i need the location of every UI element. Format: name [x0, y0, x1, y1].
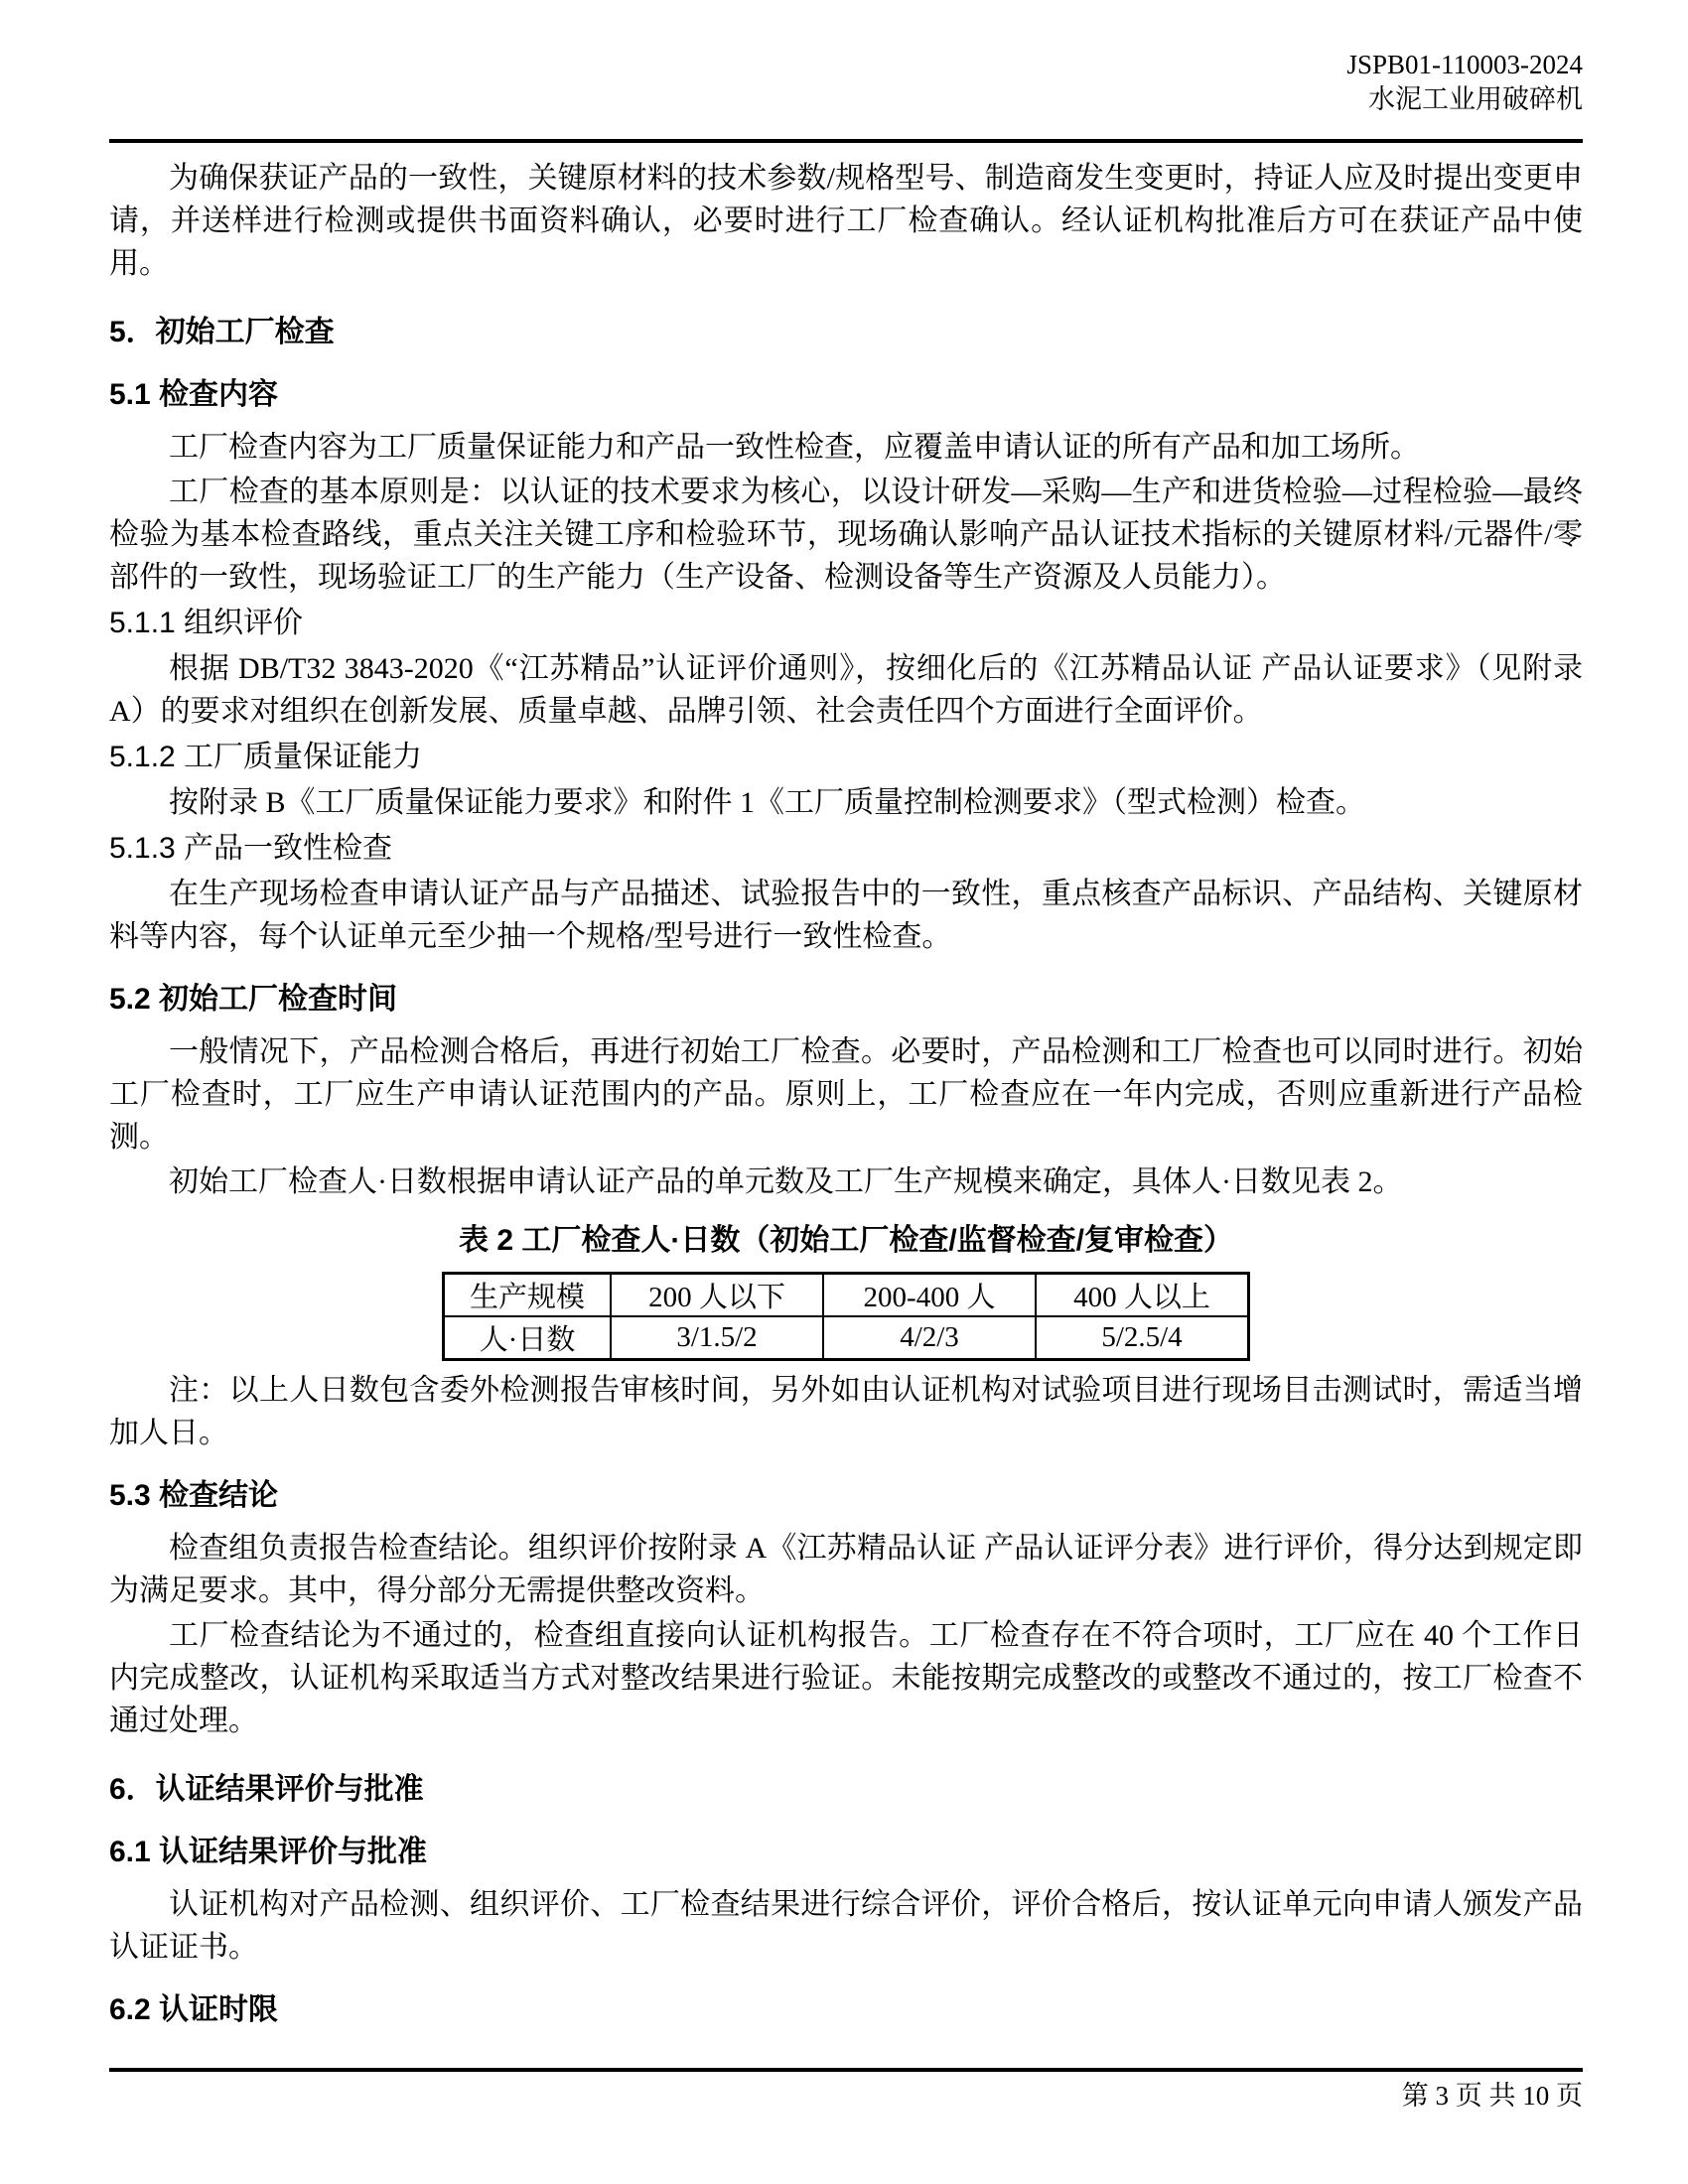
paragraph-5-1-principles: 工厂检查的基本原则是：以认证的技术要求为核心，以设计研发—采购—生产和进货检验—过程检验—最终检验为基本检查路线，重点关注关键工序和检验环节，现场确认影响产品认证技术指标的关键原材料/元器件/零部件的一致性，现场验证工厂的生产能力（生产设备、检测设备等生产资源及人员能力）。: [109, 476, 1583, 594]
header-rule: [109, 139, 1583, 143]
table-row-man-days: [444, 1316, 1249, 1360]
heading-5-3-inspection-conclusion: 5.3 检查结论: [109, 1479, 279, 1512]
heading-5-1-1-organization-evaluation: 5.1.1 组织评价: [109, 607, 304, 639]
heading-5-1-inspection-content: 5.1 检查内容: [109, 378, 279, 411]
page-footer: [109, 2079, 1583, 2113]
page-header: [109, 48, 1583, 117]
heading-5-1-3-product-consistency-check: 5.1.3 产品一致性检查: [109, 832, 393, 865]
heading-6-result-evaluation-approval: 6．认证结果评价与批准: [109, 1773, 424, 1806]
table-row-production-scale: [444, 1274, 1249, 1317]
paragraph-consistency-change: 为确保获证产品的一致性，关键原材料的技术参数/规格型号、制造商发生变更时，持证人应及时提出变更申请，并送样进行检测或提供书面资料确认，必要时进行工厂检查确认。经认证机构批准后方可在获证产品中使用。: [109, 162, 1583, 280]
paragraph-6-1-certificate-issuance: 认证机构对产品检测、组织评价、工厂检查结果进行综合评价，评价合格后，按认证单元向申请人颁发产品认证证书。: [109, 1888, 1583, 1964]
document-body: [109, 157, 1583, 2063]
paragraph-5-1-scope: 工厂检查内容为工厂质量保证能力和产品一致性检查，应覆盖申请认证的所有产品和加工场所。: [169, 431, 1420, 464]
table2-note: 注：以上人日数包含委外检测报告审核时间，另外如由认证机构对试验项目进行现场目击测试时，需适当增加人日。: [109, 1374, 1583, 1449]
doc-code: JSPB01-110003-2024: [1346, 50, 1583, 79]
paragraph-5-1-3-site-check: 在生产现场检查申请认证产品与产品描述、试验报告中的一致性，重点核查产品标识、产品结构、关键原材料等内容，每个认证单元至少抽一个规格/型号进行一致性检查。: [109, 878, 1583, 953]
paragraph-5-1-2-annex: 按附录 B《工厂质量保证能力要求》和附件 1《工厂质量控制检测要求》（型式检测）检查。: [169, 786, 1366, 819]
heading-6-1-result-evaluation-approval: 6.1 认证结果评价与批准: [109, 1836, 428, 1868]
table-cell: 4/2/3: [823, 1316, 1036, 1360]
heading-5-initial-factory-inspection: 5．初始工厂检查: [109, 316, 335, 348]
paragraph-5-1-1-basis: 根据 DB/T32 3843-2020《“江苏精品”认证评价通则》，按细化后的《江苏精品认证 产品认证要求》（见附录 A）的要求对组织在创新发展、质量卓越、品牌引领、社会责任四个方面进行全面评价。: [109, 652, 1583, 728]
footer-rule: [109, 2068, 1583, 2072]
table-cell: 5/2.5/4: [1036, 1316, 1249, 1360]
heading-5-1-2-factory-quality-assurance: 5.1.2 工厂质量保证能力: [109, 741, 423, 773]
doc-product-name: 水泥工业用破碎机: [1368, 84, 1583, 114]
table-cell: 200 人以下: [611, 1274, 823, 1317]
table2-man-days: [442, 1272, 1250, 1361]
heading-6-2-certification-time-limit: 6.2 认证时限: [109, 1993, 279, 2026]
heading-5-2-initial-inspection-time: 5.2 初始工厂检查时间: [109, 983, 398, 1016]
paragraph-5-3-conclusion: 检查组负责报告检查结论。组织评价按附录 A《江苏精品认证 产品认证评分表》进行评价，得分达到规定即为满足要求。其中，得分部分无需提供整改资料。: [109, 1532, 1583, 1607]
paragraph-5-2-timing: 一般情况下，产品检测合格后，再进行初始工厂检查。必要时，产品检测和工厂检查也可以同时进行。初始工厂检查时，工厂应生产申请认证范围内的产品。原则上，工厂检查应在一年内完成，否则应重新进行产品检测。: [109, 1035, 1583, 1154]
paragraph-5-2-man-days: 初始工厂检查人·日数根据申请认证产品的单元数及工厂生产规模来确定，具体人·日数见表 2。: [169, 1165, 1403, 1198]
table-header-cell: 生产规模: [444, 1274, 612, 1317]
table-header-cell: 人·日数: [444, 1316, 612, 1360]
paragraph-5-3-nonconformity: 工厂检查结论为不通过的，检查组直接向认证机构报告。工厂检查存在不符合项时，工厂应在 40 个工作日内完成整改，认证机构采取适当方式对整改结果进行验证。未能按期完成整改的或整改不通过的，按工厂检查不通过处理。: [109, 1619, 1583, 1737]
table-cell: 400 人以上: [1036, 1274, 1249, 1317]
page-number: 第 3 页 共 10 页: [1401, 2081, 1583, 2111]
table-cell: 3/1.5/2: [611, 1316, 823, 1360]
table2-title: 表 2 工厂检查人·日数（初始工厂检查/监督检查/复审检查）: [458, 1224, 1233, 1257]
table-cell: 200-400 人: [823, 1274, 1036, 1317]
